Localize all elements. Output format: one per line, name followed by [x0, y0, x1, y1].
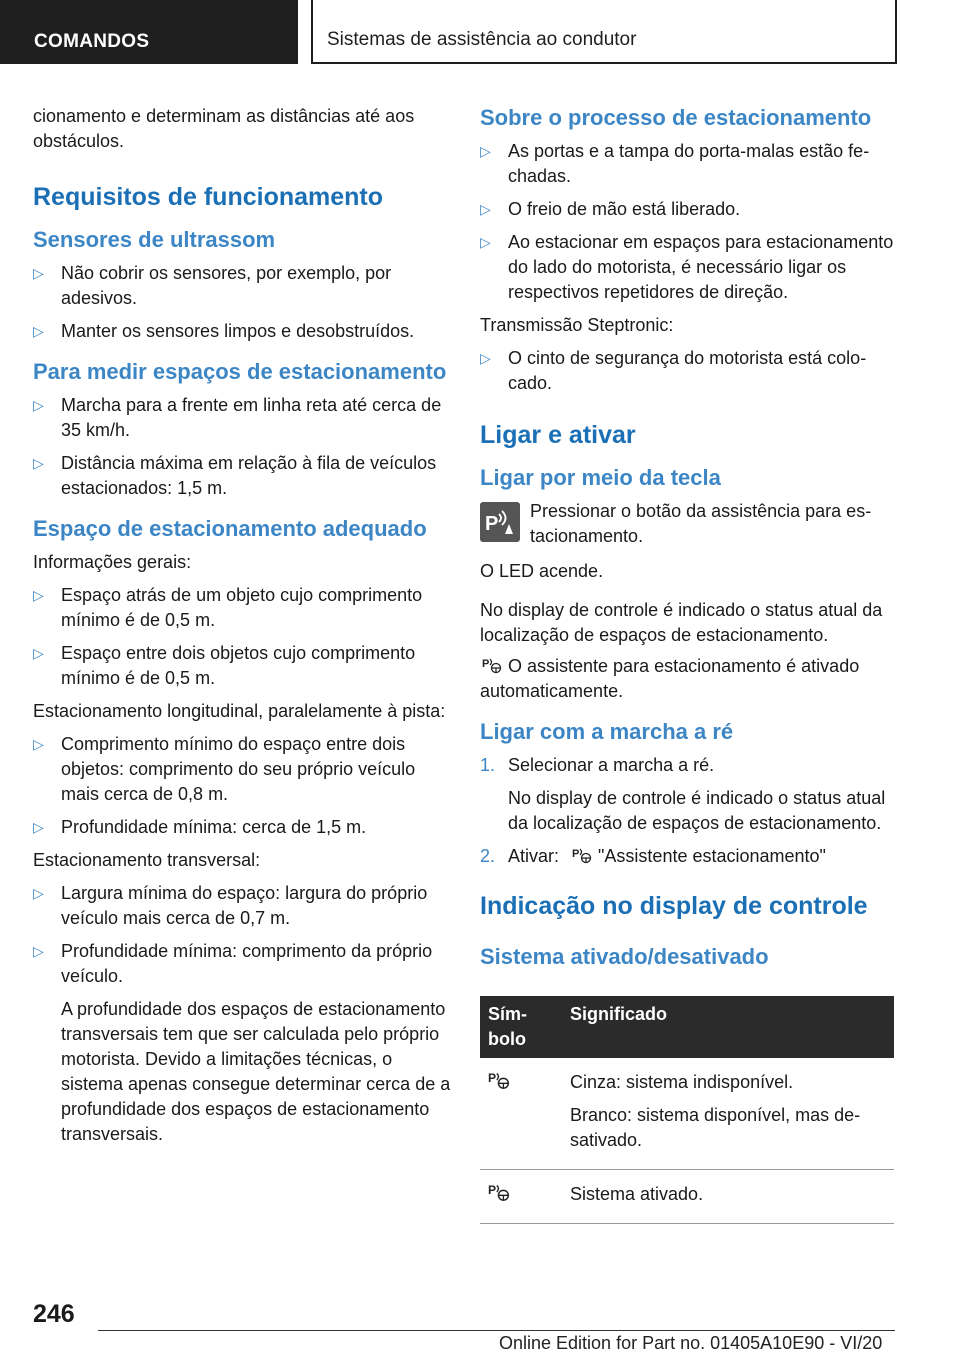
auto-activation-text: P O assistente para estacionamento é ativado automaticamente.: [480, 656, 860, 701]
display-text: No display de controle é indicado o status atual da localização de espaços de estacionamento.: [480, 600, 883, 645]
svg-text:P: P: [488, 1071, 497, 1086]
meaning-line: Cinza: sistema indisponível.: [570, 1072, 794, 1092]
heading-ligar: Ligar e ativar: [480, 421, 636, 449]
bullet-triangle-icon: ▷: [33, 397, 44, 413]
button-text: Pressionar o botão da assistência para estacionamento.: [530, 501, 872, 546]
step-note: No display de controle é indicado o status atual da localização de espaços de estacionamento.: [508, 788, 886, 833]
gerais-list: [33, 583, 451, 691]
transversal-label: Estacionamento transversal:: [33, 850, 261, 870]
longitudinal-list: [33, 732, 451, 840]
list-item: ▷ Manter os sensores limpos e desobstruídos.: [33, 319, 451, 344]
list-item: ▷ Largura mínima do espaço: largura do próprio veículo mais cerca de 0,7 m.: [33, 883, 428, 928]
list-item: ▷ Profundidade mínima: comprimento da próprio veículo. A profundidade dos espaços de estacionamento transversais tem que ser calculada pelo próprio motorista. Devido a limitações técnicas, o sistema apenas consegue determinar cerca de a profundidade dos espaços de estacionamento transversais.: [33, 939, 451, 1147]
bullet-triangle-icon: ▷: [33, 736, 44, 752]
parking-assist-icon: [488, 1182, 510, 1202]
list-item: ▷ Distância máxima em relação à fila de veículos estacionados: 1,5 m.: [33, 453, 437, 498]
list-item: ▷ Espaço entre dois objetos cujo comprimento mínimo é de 0,5 m.: [33, 643, 416, 688]
table-header-symbol: Símbolo: [480, 996, 562, 1058]
bullet-triangle-icon: ▷: [480, 201, 491, 217]
transversal-list: [33, 881, 451, 1147]
meaning-line: Branco: sistema disponível, mas desativado.: [570, 1105, 861, 1150]
list-item: ▷ O freio de mão está liberado.: [480, 197, 898, 222]
list-item: 2. Ativar: P "Assistente estacionamento": [480, 846, 826, 866]
heading-indicacao: Indicação no display de controle: [480, 892, 868, 920]
bullet-triangle-icon: ▷: [33, 943, 44, 959]
heading-marcha: Ligar com a marcha a ré: [480, 719, 734, 744]
footer-divider: [98, 1330, 895, 1331]
steptronic-list: [480, 346, 898, 396]
parking-assist-icon: [488, 1070, 510, 1090]
list-item: 1. Selecionar a marcha a ré. No display de controle é indicado o status atual da localização de espaços de estacionamento.: [480, 753, 898, 836]
bullet-triangle-icon: ▷: [33, 645, 44, 661]
transversal-note: A profundidade dos espaços de estacionamento transversais tem que ser calculada pelo próprio motorista. Devido a limitações técnicas, o sistema apenas consegue determinar cerca de a profundidade dos espaços de estacionamento transversais.: [61, 999, 451, 1144]
table-header-meaning: Significado: [562, 996, 894, 1058]
bullet-triangle-icon: ▷: [33, 587, 44, 603]
button-instruction: [480, 499, 898, 549]
bullet-triangle-icon: ▷: [33, 455, 44, 471]
section-title: COMANDOS: [34, 31, 150, 52]
list-item: ▷ Não cobrir os sensores, por exemplo, por adesivos.: [33, 263, 392, 308]
parking-button-icon: [480, 502, 520, 542]
sensores-list: [33, 261, 451, 344]
intro-text: cionamento e determinam as distâncias até aos obstáculos.: [33, 106, 415, 151]
bullet-triangle-icon: ▷: [480, 350, 491, 366]
steps-list: [480, 753, 898, 869]
heading-medir: Para medir espaços de estacionamento: [33, 359, 447, 384]
parking-assist-icon: [482, 656, 502, 674]
meaning-line: Sistema ativado.: [570, 1184, 704, 1204]
steptronic-label: Transmissão Steptronic:: [480, 315, 674, 335]
bullet-triangle-icon: ▷: [480, 234, 491, 250]
list-item: ▷ Marcha para a frente em linha reta até cerca de 35 km/h.: [33, 395, 442, 440]
page-number: 246: [33, 1300, 75, 1328]
parking-assist-icon: [572, 846, 592, 864]
heading-sobre: Sobre o processo de estacionamento: [480, 105, 872, 130]
list-item: ▷ Ao estacionar em espaços para estacionamento do lado do motorista, é necessário ligar os respectivos repetidores de direção.: [480, 232, 894, 302]
chapter-tab: [311, 0, 897, 64]
svg-text:P: P: [488, 1183, 497, 1198]
chapter-title: Sistemas de assistência ao condutor: [327, 29, 637, 50]
table-row: [480, 1170, 894, 1224]
list-item: ▷ As portas e a tampa do porta-malas estão fechadas.: [480, 141, 870, 186]
led-text: O LED acende.: [480, 561, 604, 581]
heading-sensores: Sensores de ultrassom: [33, 227, 276, 252]
bullet-triangle-icon: ▷: [33, 265, 44, 281]
info-gerais-label: Informações gerais:: [33, 552, 192, 572]
bullet-triangle-icon: ▷: [480, 143, 491, 159]
heading-espaco: Espaço de estacionamento adequado: [33, 516, 427, 541]
bullet-triangle-icon: ▷: [33, 323, 44, 339]
list-item: ▷ Comprimento mínimo do espaço entre dois objetos: comprimento do seu próprio veículo mais cerca de 0,8 m.: [33, 734, 416, 804]
heading-requisitos: Requisitos de funcionamento: [33, 183, 384, 211]
svg-text:P: P: [482, 658, 490, 670]
section-tab: [0, 0, 298, 64]
bullet-triangle-icon: ▷: [33, 819, 44, 835]
list-item: ▷ O cinto de segurança do motorista está colocado.: [480, 348, 867, 393]
bullet-triangle-icon: ▷: [33, 885, 44, 901]
symbol-table: [480, 996, 894, 1224]
left-column: [33, 104, 451, 1161]
right-column: [480, 104, 898, 1224]
footer-edition: Online Edition for Part no. 01405A10E90 - VI/20: [499, 1333, 883, 1353]
heading-sistema: Sistema ativado/desativado: [480, 944, 769, 969]
heading-tecla: Ligar por meio da tecla: [480, 465, 721, 490]
svg-text:P: P: [572, 848, 580, 860]
table-row: [480, 1058, 894, 1170]
longitudinal-label: Estacionamento longitudinal, paralelamente à pista:: [33, 701, 446, 721]
sobre-list: [480, 139, 898, 305]
svg-text:P: P: [485, 513, 499, 535]
medir-list: [33, 393, 451, 501]
list-item: ▷ Espaço atrás de um objeto cujo comprimento mínimo é de 0,5 m.: [33, 585, 423, 630]
list-item: ▷ Profundidade mínima: cerca de 1,5 m.: [33, 815, 451, 840]
